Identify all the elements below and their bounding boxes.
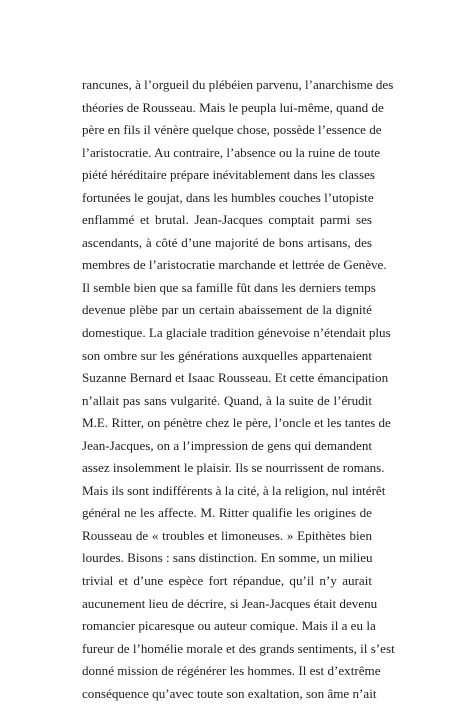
- text-line: donné mission de régénérer les hommes. Il est d’extrême: [82, 663, 381, 679]
- body-text: [82, 74, 395, 705]
- text-line: Rousseau de « troubles et limoneuses. » Epithètes bien: [82, 527, 372, 543]
- text-line: membres de l’aristocratie marchande et lettrée de Genève.: [82, 257, 387, 273]
- text-line: Jean-Jacques, on a l’impression de gens qui demandent: [82, 437, 372, 453]
- text-line: trivial et d’une espèce fort répandue, qu’il n’y aurait: [82, 573, 372, 589]
- text-line: Mais ils sont indifférents à la cité, à la religion, nul intérêt: [82, 482, 386, 498]
- text-line: l’aristocratie. Au contraire, l’absence ou la ruine de toute: [82, 144, 381, 160]
- text-line: aucunement lieu de décrire, si Jean-Jacques était devenu: [82, 595, 378, 611]
- text-line: Suzanne Bernard et Isaac Rousseau. Et cette émancipation: [82, 370, 389, 386]
- text-line: rancunes, à l’orgueil du plébéien parvenu, l’anarchisme des: [82, 77, 394, 92]
- text-line: père en fils il vénère quelque chose, possède l’essence de: [82, 122, 382, 138]
- text-line: son ombre sur les générations auxquelles appartenaient: [82, 347, 372, 363]
- text-line: fureur de l’homélie morale et des grands sentiments, il s’est: [82, 640, 395, 656]
- text-line: assez insolemment le plaisir. Ils se nourrissent de romans.: [82, 460, 385, 476]
- text-line: M.E. Ritter, on pénètre chez le père, l’oncle et les tantes de: [82, 415, 391, 431]
- text-line: enflammé et brutal. Jean-Jacques comptait parmi ses: [82, 212, 372, 228]
- text-line: lourdes. Bisons : sans distinction. En somme, un milieu: [82, 550, 373, 566]
- text-line: romancier picaresque ou auteur comique. Mais il a eu la: [82, 618, 376, 634]
- text-line: Il semble bien que sa famille fût dans les derniers temps: [82, 279, 376, 295]
- text-line: fortunées le goujat, dans les humbles couches l’utopiste: [82, 189, 374, 205]
- text-line: ascendants, à côté d’une majorité de bons artisans, des: [82, 234, 372, 250]
- text-line: conséquence qu’avec toute son exaltation, son âme n’ait: [82, 685, 377, 701]
- text-line: domestique. La glaciale tradition génevoise n’étendait plus: [82, 325, 391, 341]
- text-line: théories de Rousseau. Mais le peupla lui-même, quand de: [82, 99, 384, 115]
- text-line: piété héréditaire prépare inévitablement dans les classes: [82, 167, 376, 183]
- text-line: n’allait pas sans vulgarité. Quand, à la suite de l’érudit: [82, 392, 372, 408]
- text-line: devenue plèbe par un certain abaissement de la dignité: [82, 302, 372, 318]
- text-line: général ne les affecte. M. Ritter qualifie les origines de: [82, 505, 372, 521]
